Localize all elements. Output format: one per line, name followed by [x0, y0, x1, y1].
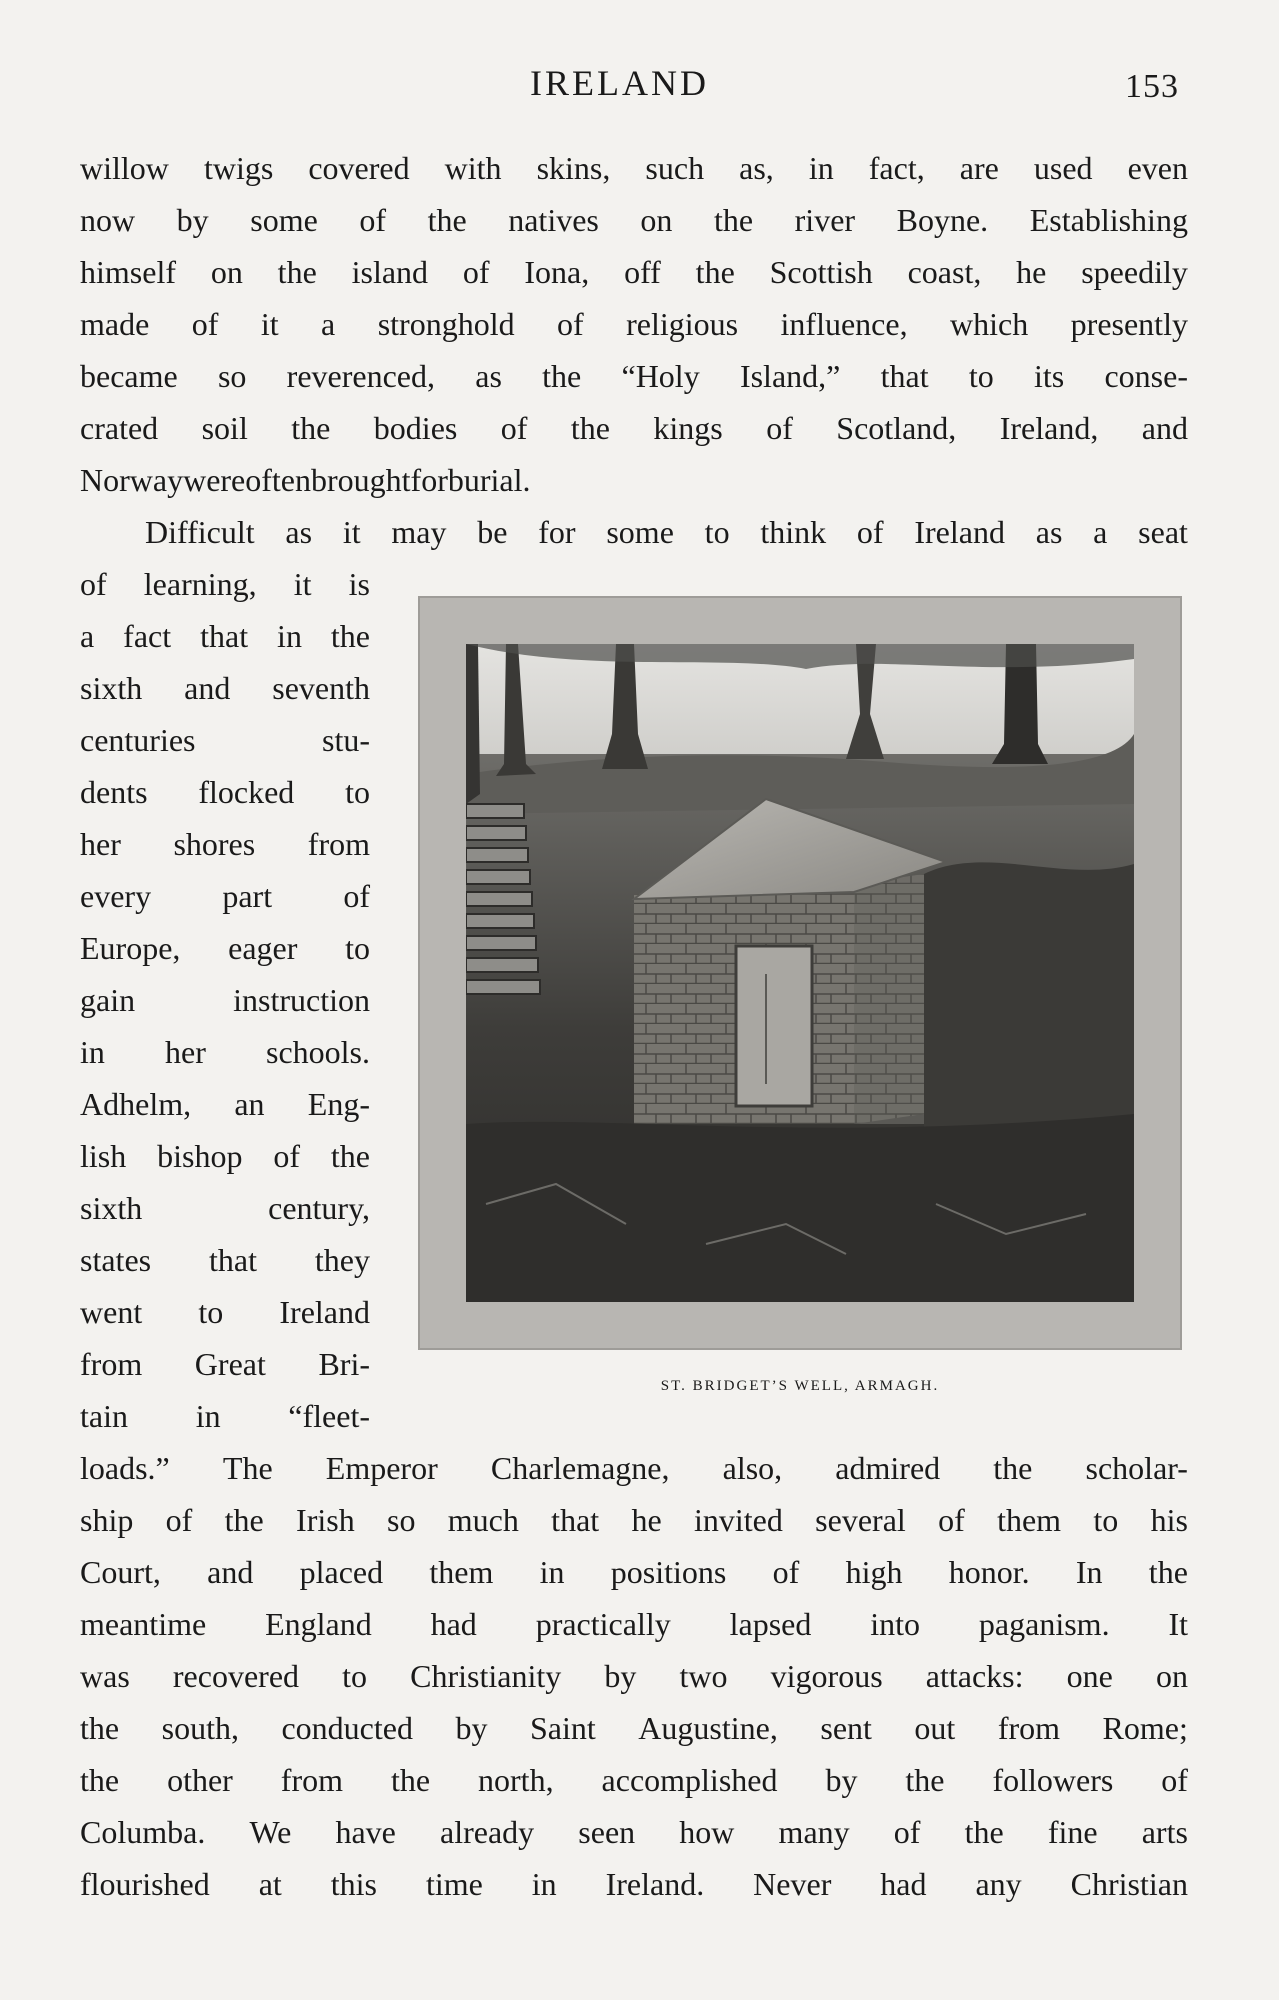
word: the	[713, 202, 754, 238]
word: by	[176, 202, 209, 238]
word: flourished	[80, 1866, 210, 1902]
word: by	[604, 1658, 637, 1694]
text-line	[80, 870, 370, 922]
word: attacks:	[925, 1658, 1024, 1694]
word: had	[880, 1866, 927, 1902]
word: which	[950, 306, 1029, 342]
word: willow	[80, 150, 169, 186]
word: presently	[1070, 306, 1188, 342]
text-line	[80, 1494, 1188, 1546]
word: of	[80, 566, 107, 602]
word: the	[905, 1762, 945, 1798]
word: its	[1033, 358, 1065, 394]
word: may	[391, 514, 447, 550]
word: used	[1033, 150, 1093, 186]
text-line	[80, 1130, 370, 1182]
word: Emperor	[325, 1450, 438, 1486]
word: into	[870, 1606, 921, 1642]
word: to	[704, 514, 730, 550]
word: some	[250, 202, 318, 238]
word: a	[80, 618, 95, 654]
word: a	[1093, 514, 1108, 550]
word: time	[425, 1866, 483, 1902]
word: of	[557, 306, 584, 342]
word: stu-	[322, 722, 370, 758]
word: fact,	[868, 150, 925, 186]
word: twigs	[203, 150, 274, 186]
word: them	[429, 1554, 494, 1590]
word: island	[351, 254, 429, 290]
word: the	[224, 1502, 264, 1538]
word: speedily	[1081, 254, 1188, 290]
word: two	[679, 1658, 728, 1694]
word: is	[348, 566, 370, 602]
word: centuries	[80, 722, 196, 758]
word: on	[1155, 1658, 1188, 1694]
word: north,	[478, 1762, 554, 1798]
word: think	[760, 514, 827, 550]
word: seen	[578, 1814, 636, 1850]
word: were	[183, 462, 246, 498]
word: Establishing	[1029, 202, 1188, 238]
text-line	[80, 402, 1188, 454]
word: in	[531, 1866, 557, 1902]
word: other	[167, 1762, 233, 1798]
word: recovered	[172, 1658, 300, 1694]
word: scholar-	[1085, 1450, 1188, 1486]
word: lapsed	[729, 1606, 812, 1642]
word: Charlemagne,	[490, 1450, 670, 1486]
word: he	[631, 1502, 662, 1538]
text-line	[80, 1546, 1188, 1598]
word: on	[210, 254, 243, 290]
word: Ireland	[279, 1294, 370, 1330]
word: Ireland.	[605, 1866, 705, 1902]
word: reverenced,	[286, 358, 435, 394]
text-line	[80, 1806, 1188, 1858]
word: sixth	[80, 670, 143, 706]
word: conse-	[1104, 358, 1188, 394]
word: Irish	[296, 1502, 355, 1538]
word: in	[80, 1034, 105, 1070]
word: by	[455, 1710, 488, 1746]
text-line	[80, 610, 370, 662]
word: of	[1161, 1762, 1188, 1798]
text-line	[80, 142, 1188, 194]
word: already	[440, 1814, 535, 1850]
word: The	[222, 1450, 273, 1486]
word: Christianity	[410, 1658, 562, 1694]
word: them	[997, 1502, 1062, 1538]
word: the	[291, 410, 331, 446]
text-line	[80, 1442, 1188, 1494]
text-line	[80, 298, 1188, 350]
word: of	[359, 202, 386, 238]
word: stronghold	[377, 306, 515, 342]
word: the	[330, 1138, 370, 1174]
figure-caption: ST. BRIDGET’S WELL, ARMAGH.	[660, 1378, 940, 1394]
word: for	[410, 462, 448, 498]
word: her	[80, 826, 121, 862]
word: this	[330, 1866, 377, 1902]
word: how	[679, 1814, 735, 1850]
word: of	[766, 410, 793, 446]
text-line	[80, 766, 370, 818]
word: Saint	[530, 1710, 596, 1746]
word: bodies	[373, 410, 458, 446]
word: for	[538, 514, 576, 550]
word: Ireland,	[999, 410, 1099, 446]
word: and	[184, 670, 231, 706]
word: in	[195, 1398, 221, 1434]
word: century,	[268, 1190, 370, 1226]
word: learning,	[143, 566, 257, 602]
word: sixth	[80, 1190, 143, 1226]
word: his	[1150, 1502, 1188, 1538]
text-line	[145, 506, 1188, 558]
word: an	[234, 1086, 265, 1122]
word: often	[245, 462, 311, 498]
word: Difficult	[145, 514, 255, 550]
word: positions	[610, 1554, 727, 1590]
word: It	[1168, 1606, 1188, 1642]
word: of	[938, 1502, 965, 1538]
word: flocked	[198, 774, 295, 810]
text-line	[80, 1078, 370, 1130]
word: went	[80, 1294, 143, 1330]
word: made	[80, 306, 150, 342]
word: Norway	[80, 462, 184, 498]
word: honor.	[948, 1554, 1030, 1590]
text-line	[80, 1858, 1188, 1910]
word: vigorous	[770, 1658, 883, 1694]
word: of	[856, 514, 884, 550]
word: out	[914, 1710, 956, 1746]
word: he	[1016, 254, 1047, 290]
word: conducted	[281, 1710, 413, 1746]
word: tain	[80, 1398, 128, 1434]
word: gain	[80, 982, 136, 1018]
word: so	[217, 358, 247, 394]
word: that	[200, 618, 249, 654]
word: the	[993, 1450, 1033, 1486]
word: paganism.	[978, 1606, 1110, 1642]
text-line	[80, 1338, 370, 1390]
word: the	[80, 1762, 120, 1798]
word: by	[825, 1762, 858, 1798]
page-number: 153	[1125, 68, 1179, 105]
word: Europe,	[80, 930, 181, 966]
word: arts	[1141, 1814, 1188, 1850]
word: to	[1093, 1502, 1119, 1538]
word: a	[321, 306, 336, 342]
text-line	[80, 246, 1188, 298]
word: much	[447, 1502, 519, 1538]
word: of	[191, 306, 219, 342]
text-line	[80, 1026, 370, 1078]
word: crated	[80, 410, 159, 446]
text-line	[80, 1650, 1188, 1702]
text-line	[80, 1234, 370, 1286]
word: “Holy	[621, 358, 700, 394]
text-line	[80, 1182, 370, 1234]
word: the	[427, 202, 467, 238]
word: meantime	[80, 1606, 207, 1642]
word: fact	[123, 618, 172, 654]
word: In	[1075, 1554, 1103, 1590]
word: in	[277, 618, 302, 654]
word: Eng-	[307, 1086, 370, 1122]
word: Christian	[1070, 1866, 1188, 1902]
word: every	[80, 878, 152, 914]
word: as	[1035, 514, 1063, 550]
word: Rome;	[1102, 1710, 1188, 1746]
word: any	[975, 1866, 1022, 1902]
running-head	[0, 62, 1279, 112]
text-line	[80, 350, 1188, 402]
word: part	[222, 878, 273, 914]
word: fine	[1047, 1814, 1098, 1850]
photo-plate	[418, 596, 1182, 1350]
word: from	[80, 1346, 143, 1382]
word: dents	[80, 774, 148, 810]
word: seat	[1138, 514, 1188, 550]
word: the	[964, 1814, 1004, 1850]
word: the	[695, 254, 735, 290]
running-title: IRELAND	[530, 63, 709, 103]
word: skins,	[536, 150, 611, 186]
word: instruction	[233, 982, 370, 1018]
word: to	[345, 774, 370, 810]
word: states	[80, 1242, 152, 1278]
word: bishop	[157, 1138, 243, 1174]
text-line	[80, 454, 1188, 506]
word: Columba.	[80, 1814, 206, 1850]
word: We	[249, 1814, 292, 1850]
word: Scottish	[769, 254, 873, 290]
word: had	[430, 1606, 477, 1642]
word: even	[1127, 150, 1188, 186]
word: have	[335, 1814, 396, 1850]
word: the	[80, 1710, 120, 1746]
word: natives	[508, 202, 599, 238]
word: off	[624, 254, 661, 290]
text-line	[80, 714, 370, 766]
word: at	[258, 1866, 282, 1902]
word: it	[260, 306, 279, 342]
word: brought	[311, 462, 411, 498]
word: from	[307, 826, 370, 862]
word: that	[209, 1242, 257, 1278]
word: accomplished	[601, 1762, 778, 1798]
word: Augustine,	[638, 1710, 778, 1746]
word: of	[343, 878, 370, 914]
word: influence,	[780, 306, 908, 342]
word: Boyne.	[896, 202, 989, 238]
text-line	[80, 974, 370, 1026]
word: to	[968, 358, 994, 394]
word: some	[606, 514, 674, 550]
word: Island,”	[739, 358, 841, 394]
word: also,	[722, 1450, 783, 1486]
word: of	[462, 254, 490, 290]
word: sent	[820, 1710, 872, 1746]
word: burial.	[447, 462, 531, 498]
word: Court,	[80, 1554, 161, 1590]
word: “fleet-	[288, 1398, 370, 1434]
word: religious	[626, 306, 739, 342]
word: became	[80, 358, 178, 394]
word: covered	[308, 150, 410, 186]
word: lish	[80, 1138, 127, 1174]
word: south,	[161, 1710, 239, 1746]
word: the	[330, 618, 370, 654]
word: and	[1141, 410, 1188, 446]
word: her	[165, 1034, 206, 1070]
word: they	[314, 1242, 370, 1278]
word: on	[640, 202, 673, 238]
word: himself	[80, 254, 176, 290]
word: of	[772, 1554, 800, 1590]
text-line	[80, 662, 370, 714]
word: to	[198, 1294, 224, 1330]
word: and	[207, 1554, 254, 1590]
word: as,	[739, 150, 774, 186]
word: with	[444, 150, 502, 186]
word: shores	[173, 826, 256, 862]
word: it	[342, 514, 361, 550]
word: the	[570, 410, 610, 446]
text-line	[80, 1754, 1188, 1806]
word: that	[551, 1502, 600, 1538]
text-line	[80, 194, 1188, 246]
word: to	[345, 930, 370, 966]
word: the	[542, 358, 582, 394]
word: Great	[194, 1346, 266, 1382]
word: admired	[835, 1450, 941, 1486]
word: schools.	[266, 1034, 370, 1070]
word: Bri-	[318, 1346, 370, 1382]
word: that	[880, 358, 929, 394]
word: the	[277, 254, 317, 290]
word: Ireland	[914, 514, 1005, 550]
word: in	[539, 1554, 565, 1590]
text-line	[80, 818, 370, 870]
word: river	[794, 202, 856, 238]
word: from	[997, 1710, 1061, 1746]
text-line	[80, 922, 370, 974]
word: such	[645, 150, 705, 186]
word: high	[845, 1554, 903, 1590]
word: from	[280, 1762, 343, 1798]
word: of	[893, 1814, 921, 1850]
word: Scotland,	[836, 410, 957, 446]
word: be	[477, 514, 508, 550]
word: the	[390, 1762, 431, 1798]
word: Never	[753, 1866, 832, 1902]
text-line	[80, 1390, 370, 1442]
word: kings	[653, 410, 723, 446]
word: was	[80, 1658, 130, 1694]
word: ship	[80, 1502, 134, 1538]
word: several	[815, 1502, 906, 1538]
word: Iona,	[524, 254, 590, 290]
text-line	[80, 558, 370, 610]
word: practically	[535, 1606, 671, 1642]
word: loads.”	[80, 1450, 170, 1486]
text-line	[80, 1702, 1188, 1754]
word: in	[808, 150, 834, 186]
word: to	[342, 1658, 368, 1694]
word: as	[285, 514, 313, 550]
word: Adhelm,	[80, 1086, 192, 1122]
word: of	[500, 410, 528, 446]
word: now	[80, 202, 136, 238]
word: of	[165, 1502, 193, 1538]
word: coast,	[907, 254, 982, 290]
word: soil	[201, 410, 248, 446]
word: invited	[693, 1502, 783, 1538]
word: are	[959, 150, 999, 186]
word: placed	[299, 1554, 384, 1590]
word: it	[293, 566, 312, 602]
text-line	[80, 1598, 1188, 1650]
text-line	[80, 1286, 370, 1338]
word: eager	[228, 930, 298, 966]
word: followers	[992, 1762, 1114, 1798]
word: seventh	[272, 670, 370, 706]
word: as	[475, 358, 502, 394]
word: of	[273, 1138, 301, 1174]
word: the	[1148, 1554, 1188, 1590]
word: so	[387, 1502, 416, 1538]
word: England	[265, 1606, 372, 1642]
word: one	[1066, 1658, 1113, 1694]
well-photograph	[466, 644, 1134, 1302]
word: many	[778, 1814, 850, 1850]
